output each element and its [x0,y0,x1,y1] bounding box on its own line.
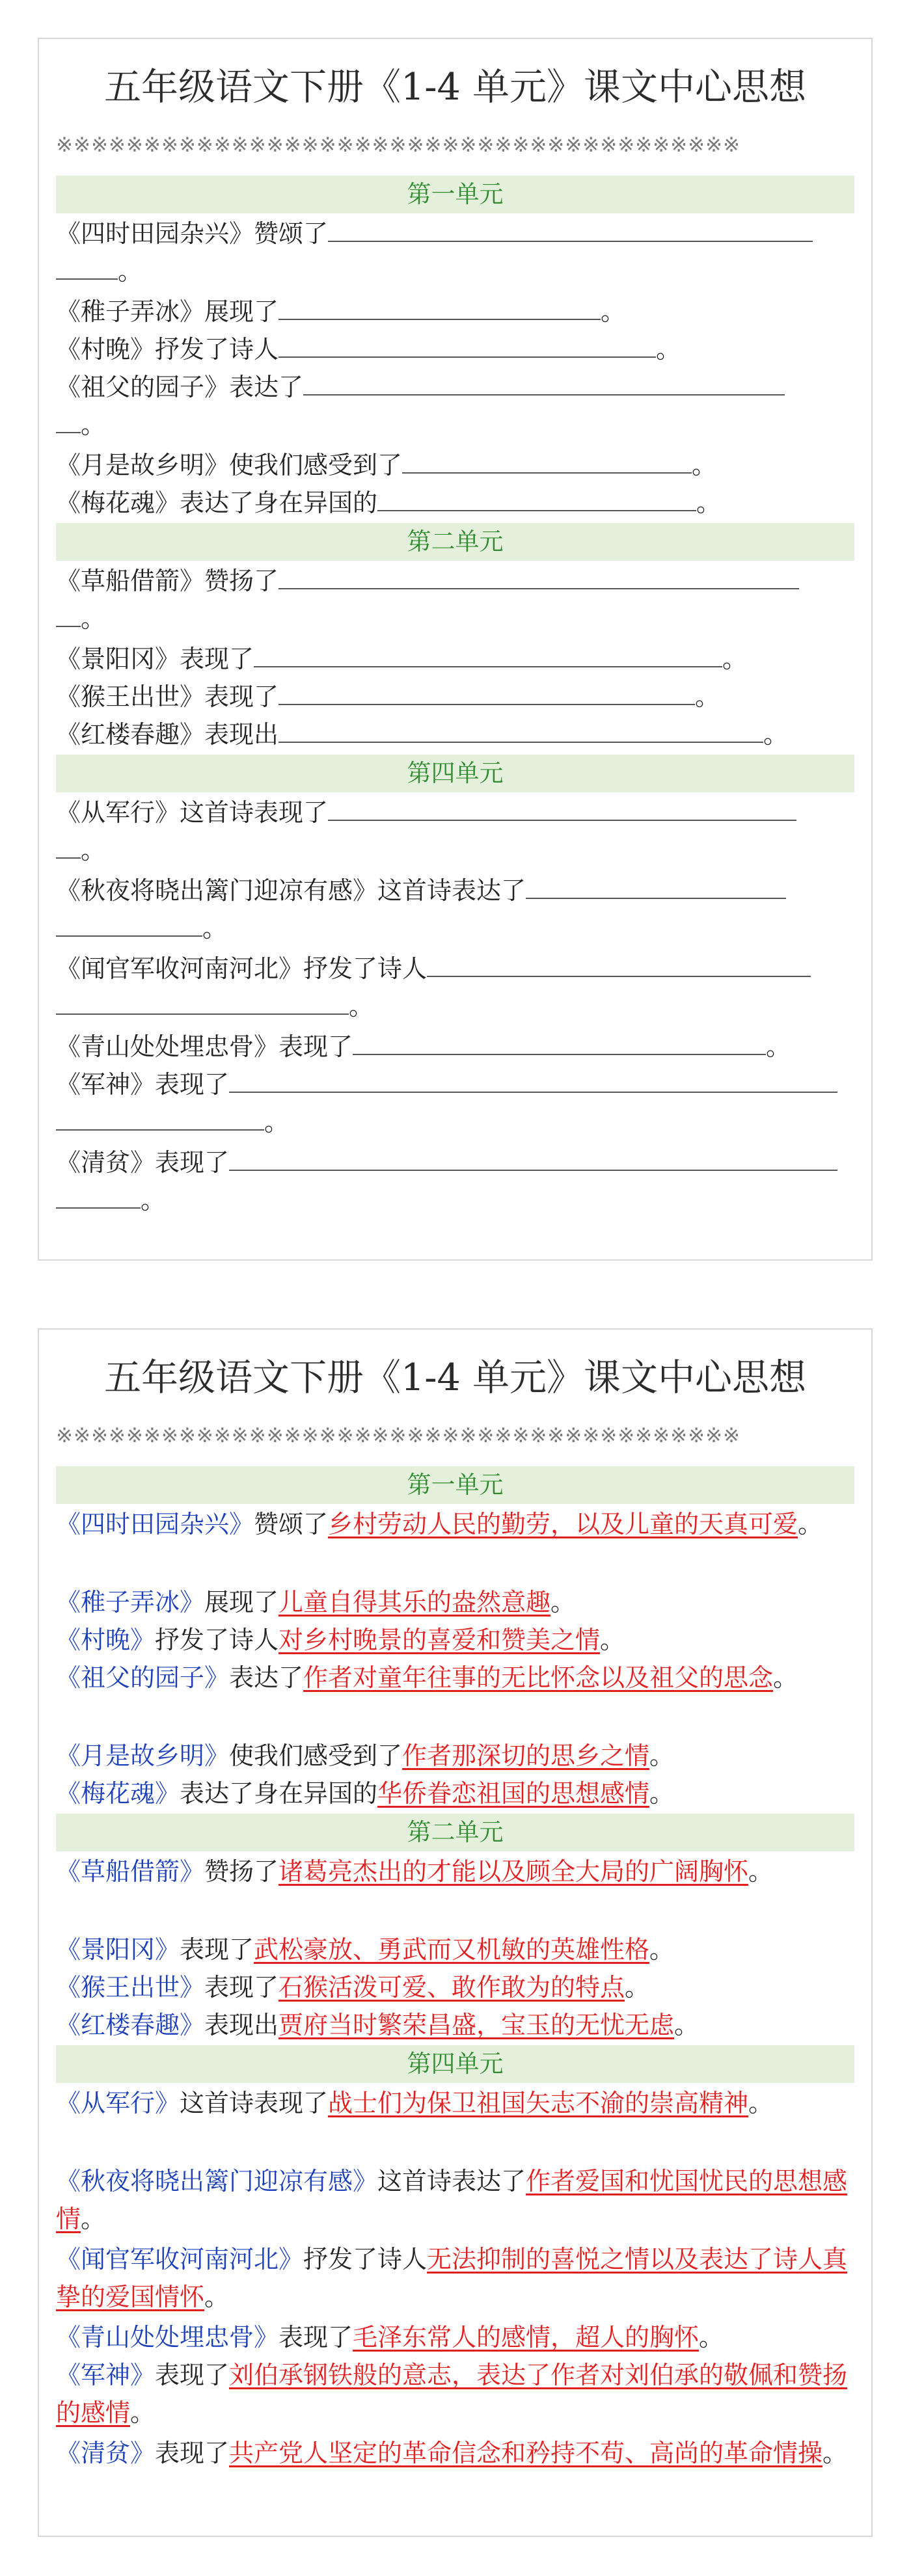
answer-item-12: 《秋夜将晓出篱门迎凉有感》这首诗表达了作者爱国和忧国忧民的思想感情。 [56,2167,848,2233]
answer-decorative-divider: ※※※※※※※※※※※※※※※※※※※※※※※※※※※※※※※※※※※※※※※ [56,1425,741,1447]
answer-item-1: 《四时田园杂兴》赞颂了乡村劳动人民的勤劳，以及儿童的天真可爱。 [56,1510,823,1538]
answer-section-heading-unit-1: 第一单元 [56,1466,854,1504]
blank-item-13: 《闻官军收河南河北》抒发了诗人 。 [56,950,856,1025]
answer-page-title: 五年级语文下册《1-4 单元》课文中心思想 [104,1356,806,1399]
answer-item-11: 《从军行》这首诗表现了战士们为保卫祖国矢志不渝的崇高精神。 [56,2089,774,2117]
blank-item-6: 《梅花魂》表达了身在异国的 。 [56,484,856,522]
section-heading-unit-2: 第二单元 [56,523,854,561]
blank-item-16: 《清贫》表现了 。 [56,1144,856,1219]
blank-item-7: 《草船借箭》赞扬了 。 [56,562,856,637]
answer-item-9: 《猴王出世》表现了石猴活泼可爱、敢作敢为的特点。 [56,1973,650,2002]
answer-section-heading-unit-4: 第四单元 [56,2045,854,2083]
answer-item-5: 《月是故乡明》使我们感受到了作者那深切的思乡之情。 [56,1741,675,1770]
answer-item-8: 《景阳冈》表现了武松豪放、勇武而又机敏的英雄性格。 [56,1935,675,1964]
answer-section-heading-unit-2: 第二单元 [56,1814,854,1851]
answer-item-15: 《军神》表现了刘伯承钢铁般的意志，表达了作者对刘伯承的敬佩和赞扬的感情。 [56,2361,848,2427]
answer-item-3: 《村晚》抒发了诗人对乡村晚景的喜爱和赞美之情。 [56,1626,625,1654]
answer-item-6: 《梅花魂》表达了身在异国的华侨眷恋祖国的思想感情。 [56,1779,675,1808]
answer-item-4: 《祖父的园子》表达了作者对童年往事的无比怀念以及祖父的思念。 [56,1663,798,1692]
answer-item-13: 《闻官军收河南河北》抒发了诗人无法抑制的喜悦之情以及表达了诗人真挚的爱国情怀。 [56,2245,848,2311]
section-heading-unit-4: 第四单元 [56,755,854,792]
blank-item-8: 《景阳冈》表现了 。 [56,640,856,678]
blank-item-10: 《红楼春趣》表现出 。 [56,716,856,753]
answer-item-10: 《红楼春趣》表现出贾府当时繁荣昌盛，宝玉的无忧无虑。 [56,2011,700,2039]
blank-item-2: 《稚子弄冰》展现了 。 [56,293,856,330]
answer-item-14: 《青山处处埋忠骨》表现了毛泽东常人的感情，超人的胸怀。 [56,2323,724,2352]
blank-worksheet [38,38,873,1261]
blank-item-1: 《四时田园杂兴》赞颂了 。 [56,215,856,290]
blank-item-11: 《从军行》这首诗表现了 。 [56,794,856,869]
answer-item-7: 《草船借箭》赞扬了诸葛亮杰出的才能以及顾全大局的广阔胸怀。 [56,1857,774,1886]
blank-item-15: 《军神》表现了 。 [56,1066,856,1141]
blank-item-12: 《秋夜将晓出篱门迎凉有感》这首诗表达了 。 [56,872,856,947]
answer-item-16: 《清贫》表现了共产党人坚定的革命信念和矜持不苟、高尚的革命情操。 [56,2439,848,2467]
blank-item-9: 《猴王出世》表现了 。 [56,678,856,716]
blank-item-3: 《村晚》抒发了诗人 。 [56,330,856,368]
decorative-divider: ※※※※※※※※※※※※※※※※※※※※※※※※※※※※※※※※※※※※※※※ [56,134,741,156]
blank-item-5: 《月是故乡明》使我们感受到了 。 [56,446,856,484]
answer-worksheet [38,1328,873,2537]
section-heading-unit-1: 第一单元 [56,176,854,213]
page-title: 五年级语文下册《1-4 单元》课文中心思想 [104,66,806,109]
blank-item-14: 《青山处处埋忠骨》表现了 。 [56,1028,856,1066]
answer-item-2: 《稚子弄冰》展现了儿童自得其乐的盎然意趣。 [56,1588,576,1617]
blank-item-4: 《祖父的园子》表达了 。 [56,368,856,444]
